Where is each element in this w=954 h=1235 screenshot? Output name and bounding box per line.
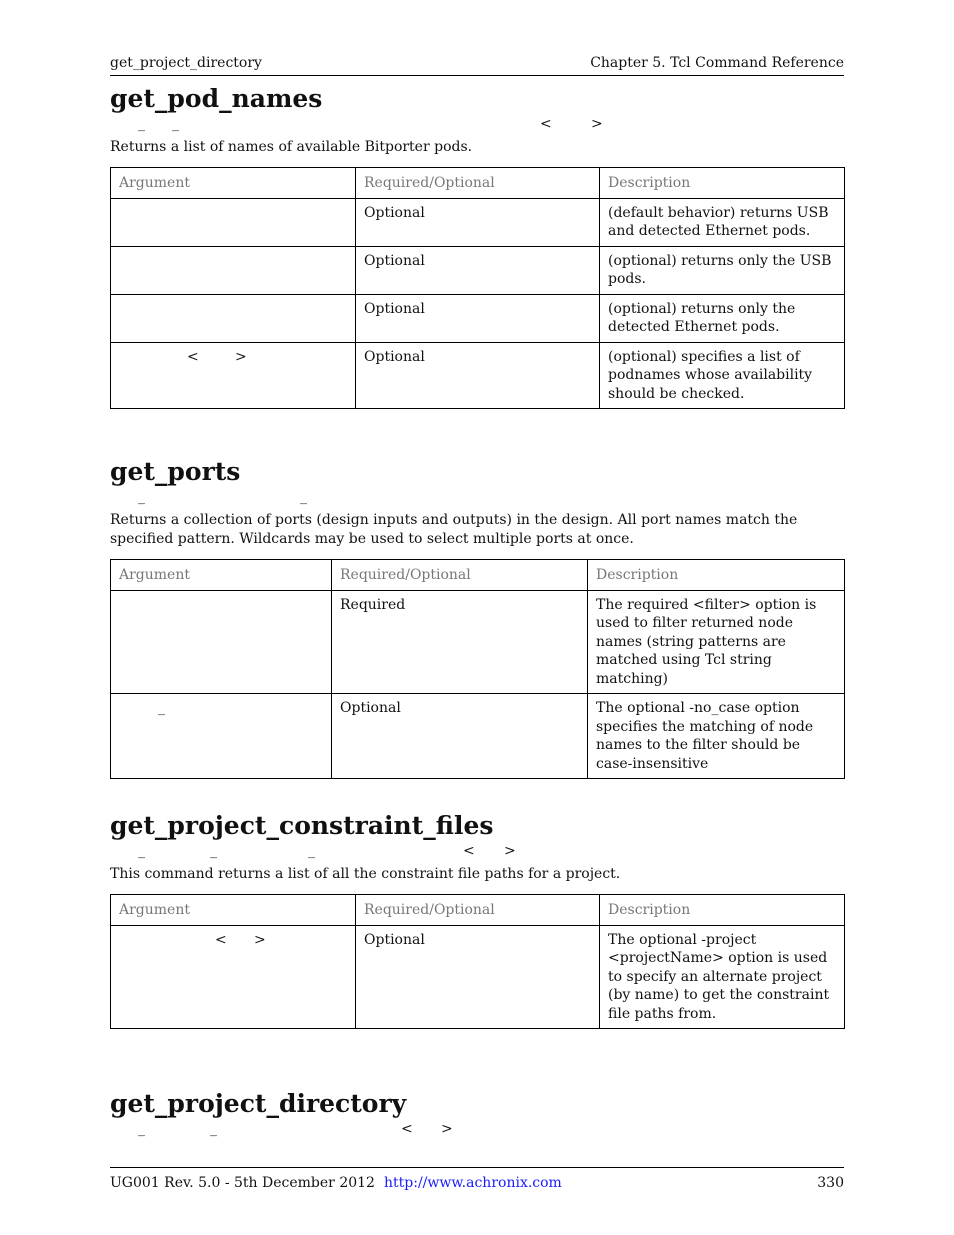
column-header-description: Description [588,560,845,591]
description-cell: (optional) returns only the USB pods. [600,246,845,294]
syntax-glyph: _ [210,1121,217,1137]
syntax-glyph: _ [138,116,145,132]
table-row [111,590,845,694]
syntax-glyph: _ [308,843,315,859]
argument-table [110,894,845,1029]
table-header-row [111,895,845,926]
table-row [111,694,845,779]
description-cell: (default behavior) returns USB and detected Ethernet pods. [600,198,845,246]
page-header [110,55,844,76]
argument-glyph: < [215,931,227,948]
column-header-argument: Argument [111,560,332,591]
table-row [111,198,845,246]
argument-glyph: _ [158,700,165,716]
argument-cell [111,590,332,694]
syntax-line [110,843,844,861]
section-title: get_project_directory [110,1089,407,1118]
argument-cell [111,925,356,1029]
required-cell: Optional [356,294,600,342]
column-header-description: Description [600,168,845,199]
section-title: get_ports [110,457,241,486]
argument-cell [111,694,332,779]
syntax-glyph: _ [210,843,217,859]
required-cell: Optional [332,694,588,779]
table-row [111,294,845,342]
argument-cell [111,294,356,342]
description-cell: The optional -no_case option specifies the matching of node names to the filter should be case-insensitive [588,694,845,779]
syntax-line [110,489,844,507]
syntax-glyph: _ [300,489,307,505]
section-title: get_project_constraint_files [110,811,494,840]
column-header-description: Description [600,895,845,926]
argument-table [110,559,845,779]
argument-cell [111,246,356,294]
required-cell: Optional [356,925,600,1029]
table-row [111,925,845,1029]
column-header-argument: Argument [111,168,356,199]
argument-glyph: > [254,931,266,948]
syntax-glyph: _ [138,843,145,859]
description-cell: (optional) specifies a list of podnames whose availability should be checked. [600,342,845,409]
header-section-name: get_project_directory [110,55,262,71]
section-get-project-constraint-files [110,811,844,1029]
syntax-glyph: < [401,1121,413,1137]
syntax-glyph: _ [172,116,179,132]
syntax-glyph: > [504,843,516,859]
syntax-line [110,1121,844,1139]
section-get-project-directory [110,1089,844,1139]
syntax-glyph: _ [138,489,145,505]
column-header-required: Required/Optional [332,560,588,591]
section-get-ports [110,457,844,779]
column-header-required: Required/Optional [356,895,600,926]
footer-website-link[interactable]: http://www.achronix.com [384,1175,562,1191]
table-row [111,342,845,409]
table-row [111,246,845,294]
syntax-line [110,116,844,134]
syntax-glyph: > [591,116,603,132]
required-cell: Optional [356,246,600,294]
page-number: 330 [817,1175,844,1191]
header-chapter: Chapter 5. Tcl Command Reference [590,55,844,71]
description-cell: (optional) returns only the detected Ethernet pods. [600,294,845,342]
column-header-required: Required/Optional [356,168,600,199]
table-header-row [111,168,845,199]
section-get-pod-names [110,84,844,409]
argument-glyph: < [187,348,199,365]
page-footer [110,1167,844,1191]
section-description: This command returns a list of all the constraint file paths for a project. [110,866,621,882]
table-header-row [111,560,845,591]
syntax-glyph: _ [138,1121,145,1137]
syntax-glyph: > [441,1121,453,1137]
footer-doc-revision: UG001 Rev. 5.0 - 5th December 2012 [110,1175,375,1191]
syntax-glyph: < [463,843,475,859]
required-cell: Optional [356,198,600,246]
argument-cell [111,198,356,246]
argument-cell [111,342,356,409]
syntax-glyph: < [540,116,552,132]
column-header-argument: Argument [111,895,356,926]
section-title: get_pod_names [110,84,323,113]
argument-glyph: > [235,348,247,365]
section-description: Returns a collection of ports (design inputs and outputs) in the design. All port names match the specified pattern. Wildcards may be used to select multiple ports at once. [110,512,798,547]
description-cell: The required <filter> option is used to filter returned node names (string patterns are matched using Tcl string matching) [588,590,845,694]
required-cell: Optional [356,342,600,409]
argument-table [110,167,845,409]
required-cell: Required [332,590,588,694]
section-description: Returns a list of names of available Bitporter pods. [110,139,473,155]
description-cell: The optional -project <projectName> option is used to specify an alternate project (by name) to get the constraint file paths from. [600,925,845,1029]
